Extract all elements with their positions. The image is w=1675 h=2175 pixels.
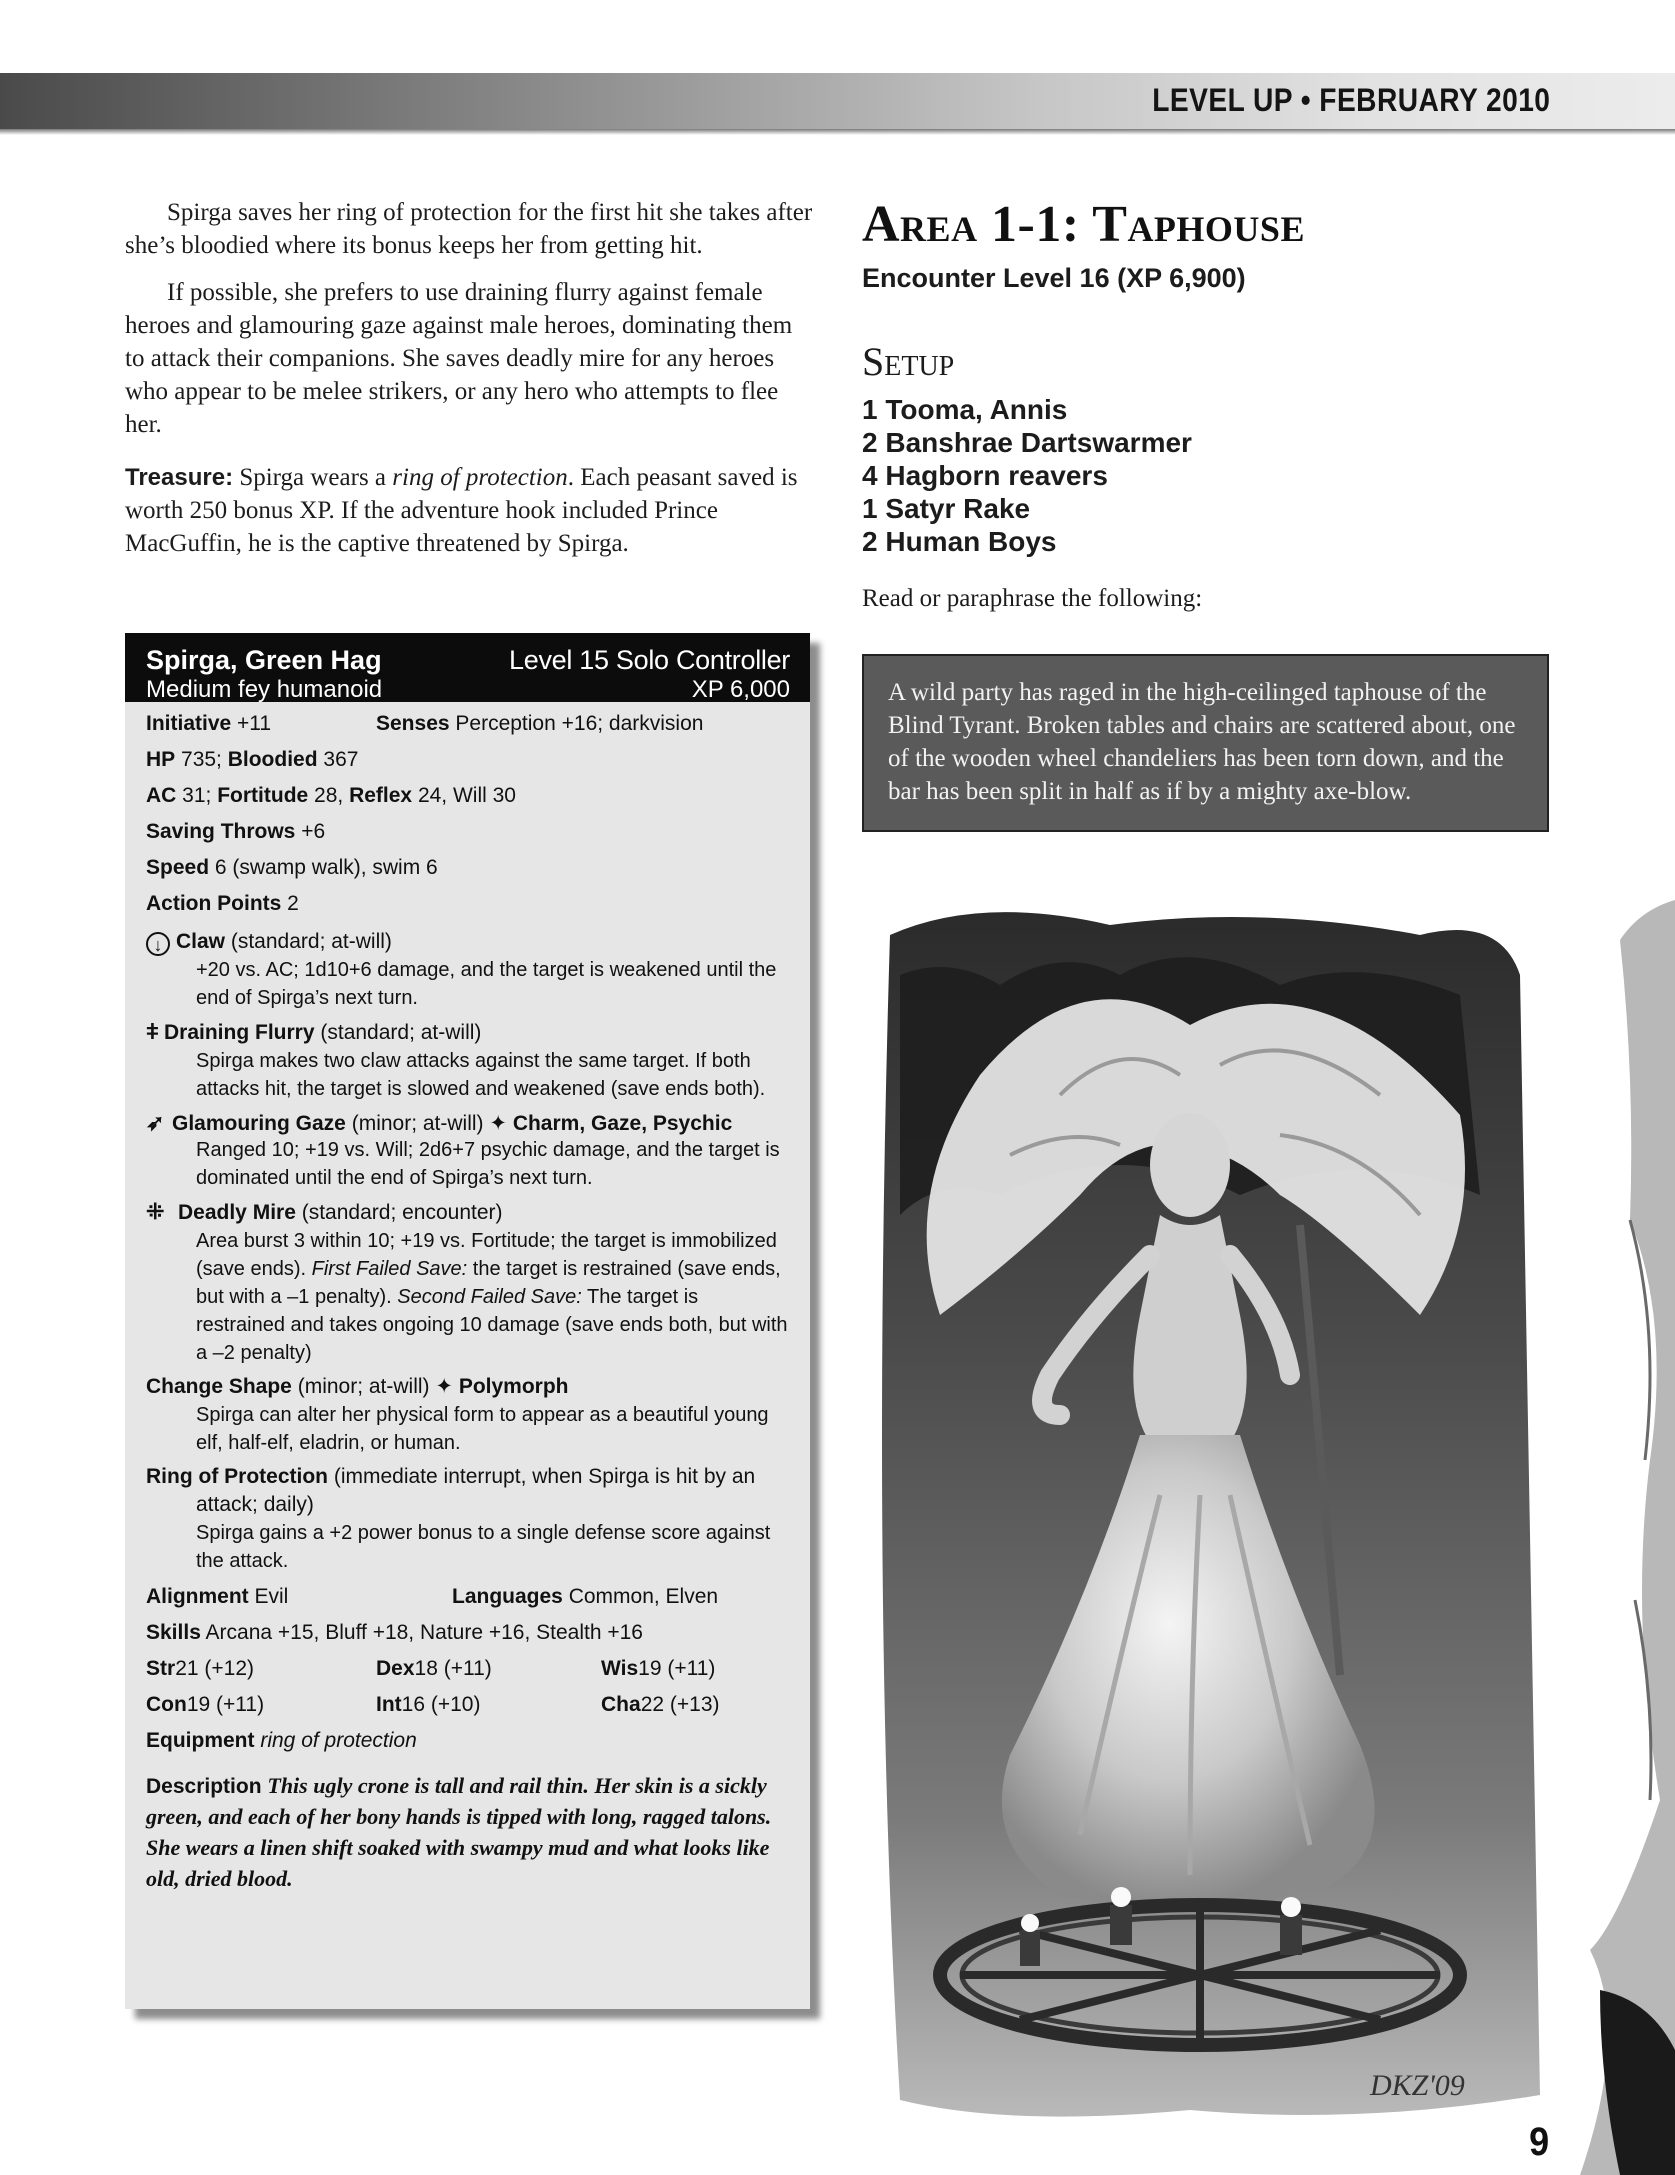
- margin-decoration: [1560, 900, 1675, 2175]
- melee-basic-attack-icon: ↓: [146, 932, 170, 956]
- monster-list: [862, 393, 1552, 558]
- area-attack-icon: ⁜: [146, 1199, 165, 1224]
- stat-block-header: [125, 633, 810, 702]
- encounter-level: Encounter Level 16 (XP 6,900): [862, 263, 1246, 293]
- left-column: [125, 196, 815, 560]
- monster-name: Spirga, Green Hag: [146, 645, 382, 675]
- read-aloud-instruction: Read or paraphrase the following:: [862, 585, 1203, 612]
- ability-scores-row-1: Str21 (+12) Dex18 (+11) Wis19 (+11): [146, 1657, 716, 1680]
- power-glamouring-gaze: ➶ Glamouring Gaze (minor; at-will) ✦ Charm, Gaze, Psychic Ranged 10; +19 vs. Will; 2d6+7 psychic damage, and the target is dominated until the end of Spirga’s next turn.: [146, 1110, 780, 1189]
- power-deadly-mire: ⁜ Deadly Mire (standard; encounter) Area burst 3 within 10; +19 vs. Fortitude; the target is immobilized (save ends). First Failed Save: the target is restrained (save ends, but with a –1 penalty). Second Failed Save: The target is restrained and takes ongoing 10 damage (save ends both, but with a –2 penalty): [146, 1199, 788, 1364]
- melee-attack-icon: ǂ: [146, 1019, 159, 1044]
- running-header: LEVEL UP • FEBRUARY 2010: [1151, 82, 1550, 118]
- list-item: 1 Satyr Rake: [862, 493, 1031, 524]
- list-item: 2 Banshrae Dartswarmer: [862, 427, 1192, 458]
- ability-scores-row-2: Con19 (+11) Int16 (+10) Cha22 (+13): [146, 1693, 720, 1716]
- description-paragraph: Description This ugly crone is tall and rail thin. Her skin is a sickly green, and each of her bony hands is tipped with long, ragged talons. She wears a linen shift soaked with swampy mud and what looks like old, dried blood.: [146, 1773, 772, 1891]
- hag-illustration: [860, 895, 1560, 2135]
- list-item: 1 Tooma, Annis: [862, 394, 1068, 425]
- monster-level: Level 15 Solo Controller: [509, 645, 790, 675]
- speed-line: Speed 6 (swamp walk), swim 6: [146, 856, 438, 879]
- hp-line: HP 735; Bloodied 367: [146, 748, 359, 771]
- page-number: 9: [1528, 2120, 1549, 2164]
- initiative-senses-line: Initiative +11 Senses Perception +16; darkvision: [146, 712, 704, 735]
- treasure-item: ring of protection: [392, 464, 568, 491]
- right-column: [862, 195, 1552, 615]
- ranged-attack-icon: ➶: [146, 1110, 165, 1135]
- paragraph-ring: Spirga saves her ring of protection for the first hit she takes after she’s bloodied where its bonus keeps her from getting hit.: [125, 199, 813, 259]
- saving-throws-line: Saving Throws +6: [146, 820, 326, 843]
- skills-line: Skills Arcana +15, Bluff +18, Nature +16, Stealth +16: [146, 1621, 643, 1644]
- power-draining-flurry: ǂ Draining Flurry (standard; at-will) Spirga makes two claw attacks against the same target. If both attacks hit, the target is slowed and weakened (save ends both).: [146, 1019, 766, 1100]
- stat-block: [125, 633, 810, 2009]
- equipment-line: Equipment ring of protection: [146, 1729, 417, 1752]
- action-points-line: Action Points 2: [146, 892, 299, 915]
- area-title: Area 1-1: Taphouse: [862, 196, 1305, 253]
- monster-type: Medium fey humanoid: [146, 676, 383, 703]
- power-claw: ↓ Claw (standard; at-will) +20 vs. AC; 1d10+6 damage, and the target is weakened until the end of Spirga’s next turn.: [146, 928, 790, 1012]
- monster-xp: XP 6,000: [691, 676, 790, 703]
- power-ring-of-protection: Ring of Protection (immediate interrupt, when Spirga is hit by an attack; daily) Spirga gains a +2 power bonus to a single defense score against the attack.: [146, 1465, 771, 1572]
- power-change-shape: Change Shape (minor; at-will) ✦ Polymorph Spirga can alter her physical form to appear as a beautiful young elf, half-elf, eladrin, or human.: [146, 1375, 769, 1454]
- artist-signature: DKZ'09: [1370, 2069, 1465, 2102]
- read-aloud-box: A wild party has raged in the high-ceilinged taphouse of the Blind Tyrant. Broken tables and chairs are scattered about, one of the wooden wheel chandeliers has been torn down, and the bar has been split in half as if by a mighty axe-blow.: [862, 654, 1549, 832]
- paragraph-tactics: If possible, she prefers to use draining flurry against female heroes and glamouring gaze against male heroes, dominating them to attack their companions. She saves deadly mire for any heroes who appear to be melee strikers, or any hero who attempts to flee her.: [125, 279, 793, 438]
- defenses-line: AC 31; Fortitude 28, Reflex 24, Will 30: [146, 784, 516, 807]
- list-item: 2 Human Boys: [862, 526, 1057, 557]
- list-item: 4 Hagborn reavers: [862, 460, 1108, 491]
- treasure-paragraph: Treasure: Spirga wears a ring of protection. Each peasant saved is worth 250 bonus XP. If the adventure hook included Prince MacGuffin, he is the captive threatened by Spirga.: [125, 464, 798, 557]
- alignment-languages-line: Alignment Evil Languages Common, Elven: [146, 1585, 719, 1608]
- treasure-label: Treasure:: [125, 464, 234, 491]
- setup-heading: Setup: [862, 339, 955, 384]
